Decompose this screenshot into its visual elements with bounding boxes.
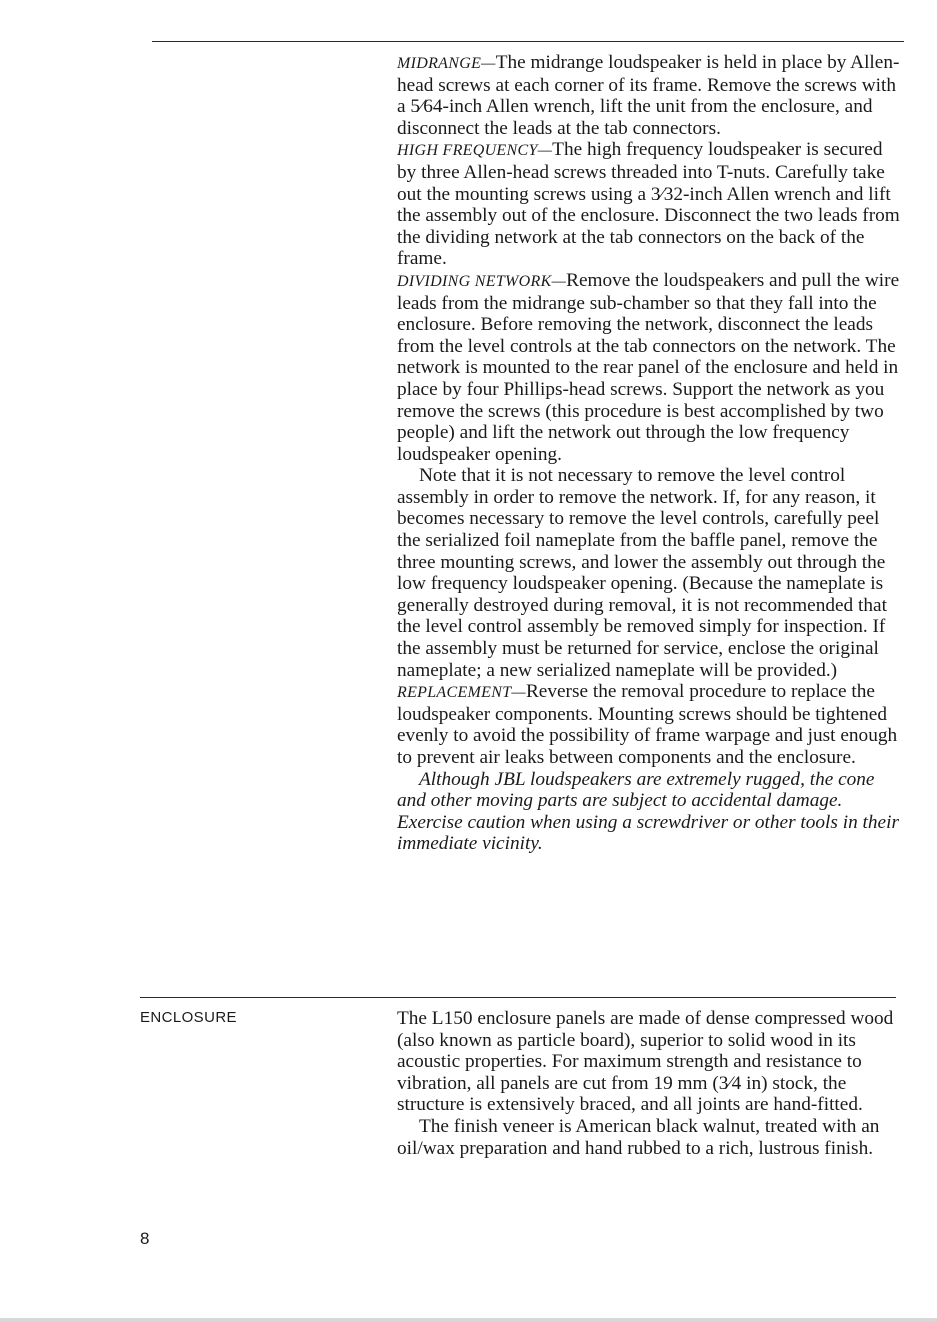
replacement-heading: REPLACEMENT— (397, 684, 526, 702)
section-divider (140, 997, 896, 998)
dividing-network-heading: DIVIDING NETWORK— (397, 272, 567, 290)
page-number: 8 (140, 1229, 150, 1248)
high-frequency-heading: HIGH FREQUENCY— (397, 142, 553, 160)
replacement-text: Reverse the removal procedure to replace the loudspeaker components. Mounting screws should be tightened evenly to avoid the possibility of frame warpage and just enough to prevent air leaks between components and the enclosure. (397, 681, 898, 768)
removal-instructions (397, 52, 905, 855)
enclosure-paragraph-1: The L150 enclosure panels are made of dense compressed wood (also known as particle board), superior to solid wood in its acoustic properties. For maximum strength and resistance to vibration, all panels are cut from 19 mm (3⁄4 in) stock, the structure is extensively braced, and all joints are hand-fitted. (397, 1008, 894, 1116)
note-paragraph: Note that it is not necessary to remove the level control assembly in order to remove the network. If, for any reason, it becomes necessary to remove the level controls, carefully peel the serialized foil nameplate from the baffle panel, remove the three mounting screws, and lower the assembly out through the low frequency loudspeaker opening. (Because the nameplate is generally destroyed during removal, it is not recommended that the level control assembly be removed simply for inspection. If the assembly must be returned for service, enclose the original nameplate; a new serialized nameplate will be provided.) (397, 465, 887, 681)
dividing-network-text: Remove the loudspeakers and pull the wire leads from the midrange sub-chamber so that they fall into the enclosure. Before removing the network, disconnect the leads from the level controls at the tab connectors on the network. The network is mounted to the rear panel of the enclosure and held in place by four Phillips-head screws. Support the network as you remove the screws (this procedure is best accomplished by two people) and lift the network out through the low frequency loudspeaker opening. (397, 269, 900, 465)
replacement-paragraph (397, 681, 905, 768)
enclosure-heading: ENCLOSURE (140, 1009, 237, 1026)
enclosure-paragraph-2: The finish veneer is American black walnut, treated with an oil/wax preparation and hand rubbed to a rich, lustrous finish. (397, 1115, 880, 1159)
caution-paragraph: Although JBL loudspeakers are extremely rugged, the cone and other moving parts are subject to accidental damage. Exercise caution when using a screwdriver or other tools in their immediate vicinity. (397, 768, 899, 855)
high-frequency-text: The high frequency loudspeaker is secured by three Allen-head screws threaded into T-nuts. Carefully take out the mounting screws using a 3⁄32-inch Allen wrench and lift the assembly out of the enclosure. Disconnect the two leads from the dividing network at the tab connectors on the back of the frame. (397, 139, 900, 270)
page-edge (0, 1318, 937, 1322)
midrange-text: The midrange loudspeaker is held in place by Allen-head screws at each corner of its frame. Remove the screws with a 5⁄64-inch Allen wrench, lift the unit from the enclosure, and disconnect the leads at the tab connectors. (397, 52, 900, 139)
high-frequency-paragraph (397, 139, 905, 270)
midrange-heading: MIDRANGE— (397, 55, 496, 72)
top-divider (152, 41, 904, 42)
enclosure-section (397, 1008, 905, 1159)
midrange-paragraph (397, 52, 905, 139)
dividing-network-paragraph (397, 270, 905, 465)
